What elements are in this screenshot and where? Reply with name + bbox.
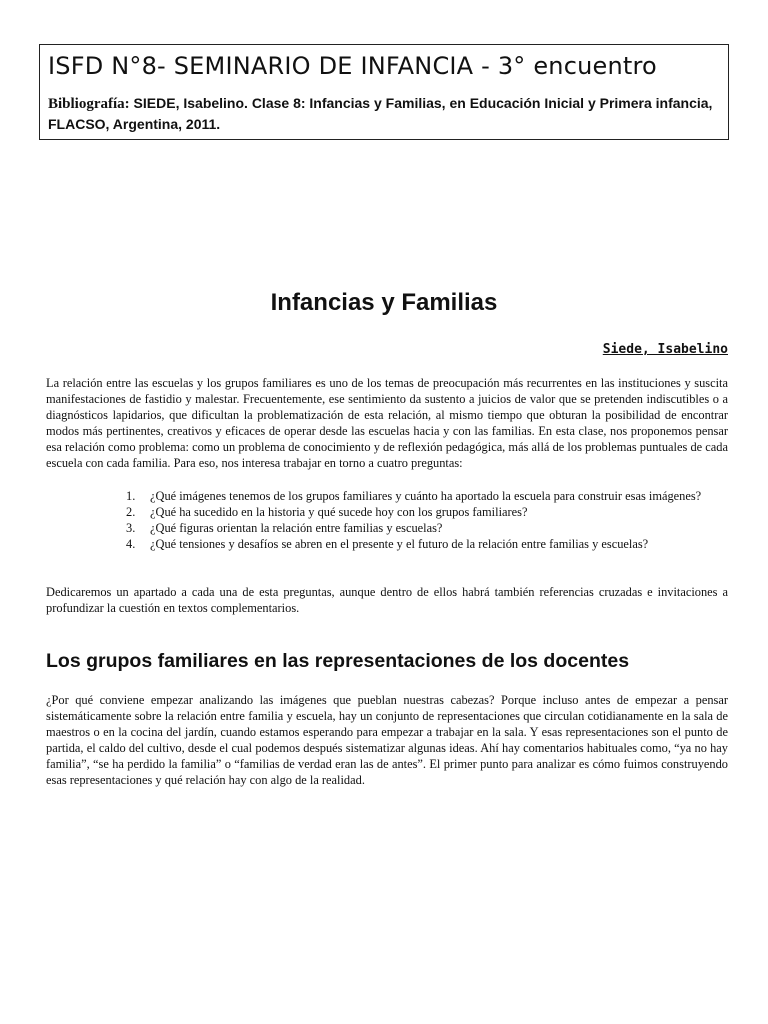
list-item [122, 488, 728, 504]
course-title: ISFD N°8- SEMINARIO DE INFANCIA - 3° encuentro [48, 52, 657, 80]
list-item-number: 3. [126, 521, 136, 535]
bibliography-label: Bibliografía: [48, 96, 130, 112]
closing-paragraph: Dedicaremos un apartado a cada una de esta preguntas, aunque dentro de ellos habrá también referencias cruzadas e invitaciones a profundizar la cuestión en textos complementarios. [46, 585, 728, 615]
section-paragraph: ¿Por qué conviene empezar analizando las imágenes que pueblan nuestras cabezas? Porque incluso antes de empezar a pensar sistemáticamente sobre la relación entre familia y escuela, hay un conjunto de representaciones que circulan cotidianamente en la sala de maestros o en la cocina del jardín, cuando estamos esperando para empezar a trabajar en la sala. Y esas representaciones son el punto de partida, el caldo del cultivo, desde el cual podemos después sistematizar algunas ideas. Ahí hay comentarios habituales como, “ya no hay familia”, “se ha perdido la familia” o “familias de verdad eran las de antes”. El primer punto para analizar es cómo fuimos construyendo esas representaciones y qué relación hay con algo de la realidad. [46, 693, 728, 787]
list-item [122, 504, 728, 520]
header-box [39, 44, 729, 140]
bibliography [48, 93, 720, 134]
section-heading: Los grupos familiares en las representaciones de los docentes [46, 650, 630, 672]
bibliography-text: SIEDE, Isabelino. Clase 8: Infancias y Familias, en Educación Inicial y Primera infancia, FLACSO, Argentina, 2011. [48, 95, 713, 132]
questions-list [122, 488, 728, 552]
list-item [122, 520, 728, 536]
list-item-number: 4. [126, 537, 136, 551]
list-item-text: ¿Qué imágenes tenemos de los grupos familiares y cuánto ha aportado la escuela para construir esas imágenes? [150, 489, 702, 503]
list-item-number: 2. [126, 505, 136, 519]
intro-paragraph: La relación entre las escuelas y los grupos familiares es uno de los temas de preocupación más recurrentes en las instituciones y suscita manifestaciones de fastidio y malestar. Frecuentemente, ese sentimiento da sustento a juicios de valor que se pretenden indiscutibles o a diagnósticos lapidarios, que dificultan la problematización de esta relación, al mismo tiempo que obturan la posibilidad de encontrar modos más pertinentes, creativos y eficaces de operar desde las escuelas hacia y con las familias. En esta clase, nos proponemos pensar esa relación como problema: como un problema de conocimiento y de reflexión pedagógica, más allá de los problemas puntuales de cada escuela con cada familia. Para eso, nos interesa trabajar en torno a cuatro preguntas: [46, 376, 728, 470]
list-item-number: 1. [126, 489, 136, 503]
list-item [122, 536, 728, 552]
list-item-text: ¿Qué ha sucedido en la historia y qué sucede hoy con los grupos familiares? [150, 505, 528, 519]
document-title: Infancias y Familias [270, 289, 498, 316]
author-name: Siede, Isabelino [602, 342, 728, 357]
list-item-text: ¿Qué tensiones y desafíos se abren en el presente y el futuro de la relación entre familias y escuelas? [150, 537, 649, 551]
list-item-text: ¿Qué figuras orientan la relación entre familias y escuelas? [150, 521, 443, 535]
